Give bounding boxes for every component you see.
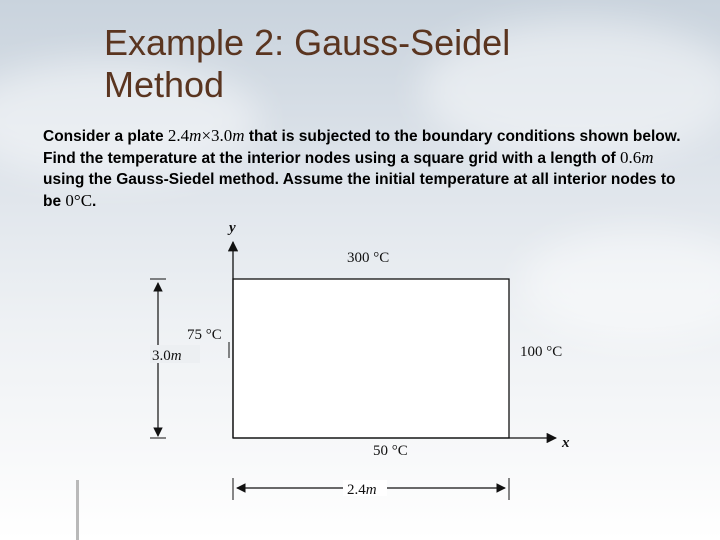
y-axis-label: y xyxy=(229,220,236,236)
x-axis-label: x xyxy=(562,435,570,451)
problem-text-1: Consider a plate xyxy=(43,128,164,145)
left-boundary-label: 75 °C xyxy=(187,327,222,343)
grid-length-formula: 0.6m xyxy=(620,148,654,167)
problem-text-3: using the Gauss-Siedel method. Assume the initial temperature at all interior nodes to be xyxy=(43,171,676,210)
width-dimension-label: 2.4m xyxy=(347,482,377,498)
plate-rectangle xyxy=(233,279,509,438)
plate-dimension-formula: 2.4m×3.0m xyxy=(167,126,245,145)
height-dimension-label: 3.0m xyxy=(152,348,182,364)
bottom-boundary-label: 50 °C xyxy=(373,443,408,459)
top-boundary-label: 300 °C xyxy=(347,250,390,266)
problem-text-4: . xyxy=(92,193,97,210)
right-boundary-label: 100 °C xyxy=(520,344,563,360)
initial-temperature-formula: 0°C xyxy=(65,191,93,210)
problem-text-2: that is subjected to the boundary conditions shown below. Find the temperature at the interior nodes using a square grid with a length of xyxy=(43,128,681,167)
slide-title: Example 2: Gauss-Seidel Method xyxy=(104,22,511,105)
